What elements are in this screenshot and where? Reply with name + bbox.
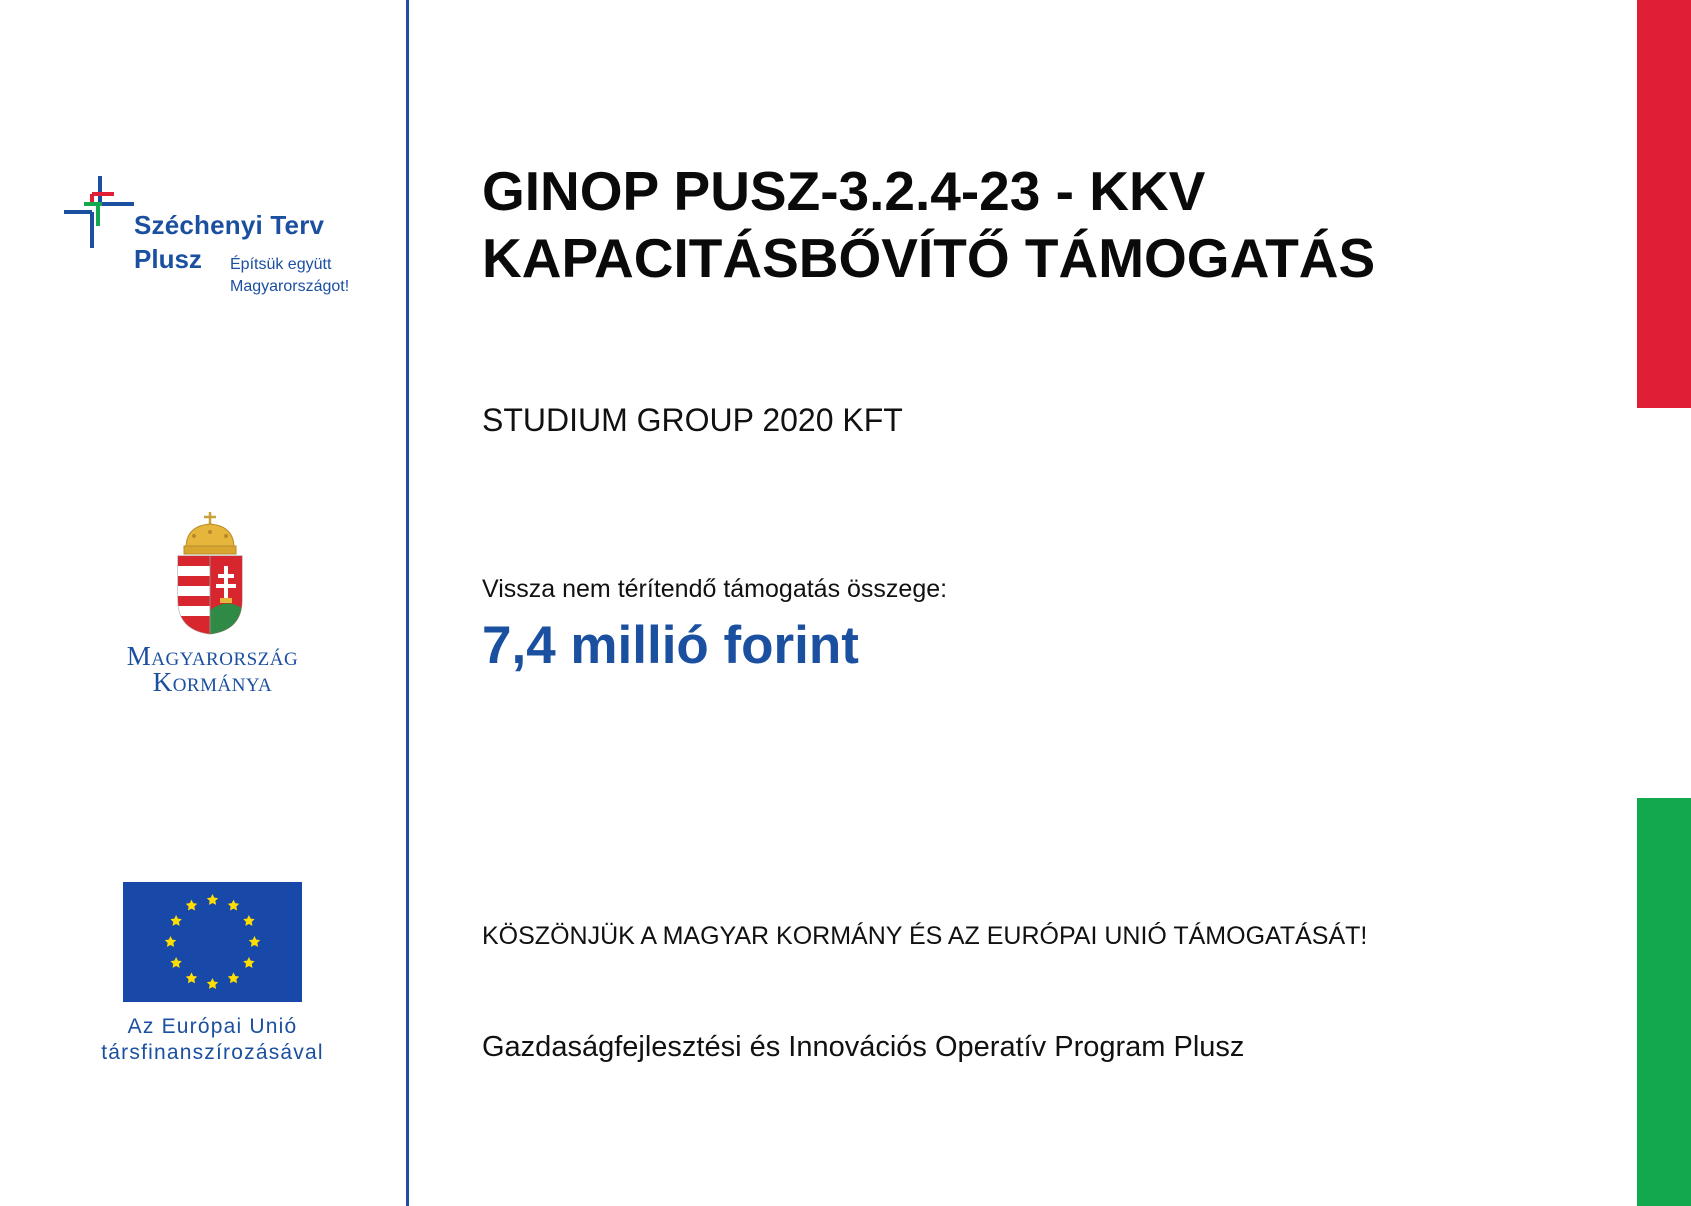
title-line-1: GINOP PUSZ-3.2.4-23 - KKV — [482, 160, 1206, 222]
szechenyi-terv-plusz-logo — [62, 172, 372, 302]
slogan-line-2: Magyarországot! — [230, 278, 350, 295]
szechenyi-slogan — [230, 254, 349, 298]
government-name — [100, 643, 325, 695]
title-line-2: KAPACITÁSBŐVÍTŐ TÁMOGATÁS — [482, 227, 1376, 289]
eu-flag — [123, 882, 302, 1002]
thanks-message: KÖSZÖNJÜK A MAGYAR KORMÁNY ÉS AZ EURÓPAI UNIÓ TÁMOGATÁSÁT! — [482, 922, 1368, 950]
slogan-line-1: Építsük együtt — [230, 256, 332, 273]
flag-stripe-red — [1637, 0, 1691, 408]
eu-stars-icon — [123, 882, 302, 1002]
hungarian-coat-of-arms-icon — [172, 512, 248, 638]
eu-line-1: Az Európai Unió — [127, 1015, 298, 1038]
vertical-divider — [406, 0, 409, 1206]
szechenyi-subtitle: Plusz — [134, 244, 202, 274]
szechenyi-cross-icon — [62, 174, 138, 250]
program-name: Gazdaságfejlesztési és Innovációs Operatív Program Plusz — [482, 1031, 1245, 1063]
szechenyi-title: Széchenyi Terv — [134, 210, 325, 240]
beneficiary-company: STUDIUM GROUP 2020 KFT — [482, 402, 903, 438]
government-line-2: Kormánya — [152, 667, 273, 697]
flag-stripe-green — [1637, 798, 1691, 1206]
grant-amount-label: Vissza nem térítendő támogatás összege: — [482, 575, 948, 603]
grant-amount-value: 7,4 millió forint — [482, 616, 859, 675]
eu-cofinancing-text — [70, 1014, 355, 1066]
eu-line-2: társfinanszírozásával — [101, 1041, 324, 1064]
government-line-1: Magyarország — [126, 641, 299, 671]
project-title — [482, 158, 1375, 292]
